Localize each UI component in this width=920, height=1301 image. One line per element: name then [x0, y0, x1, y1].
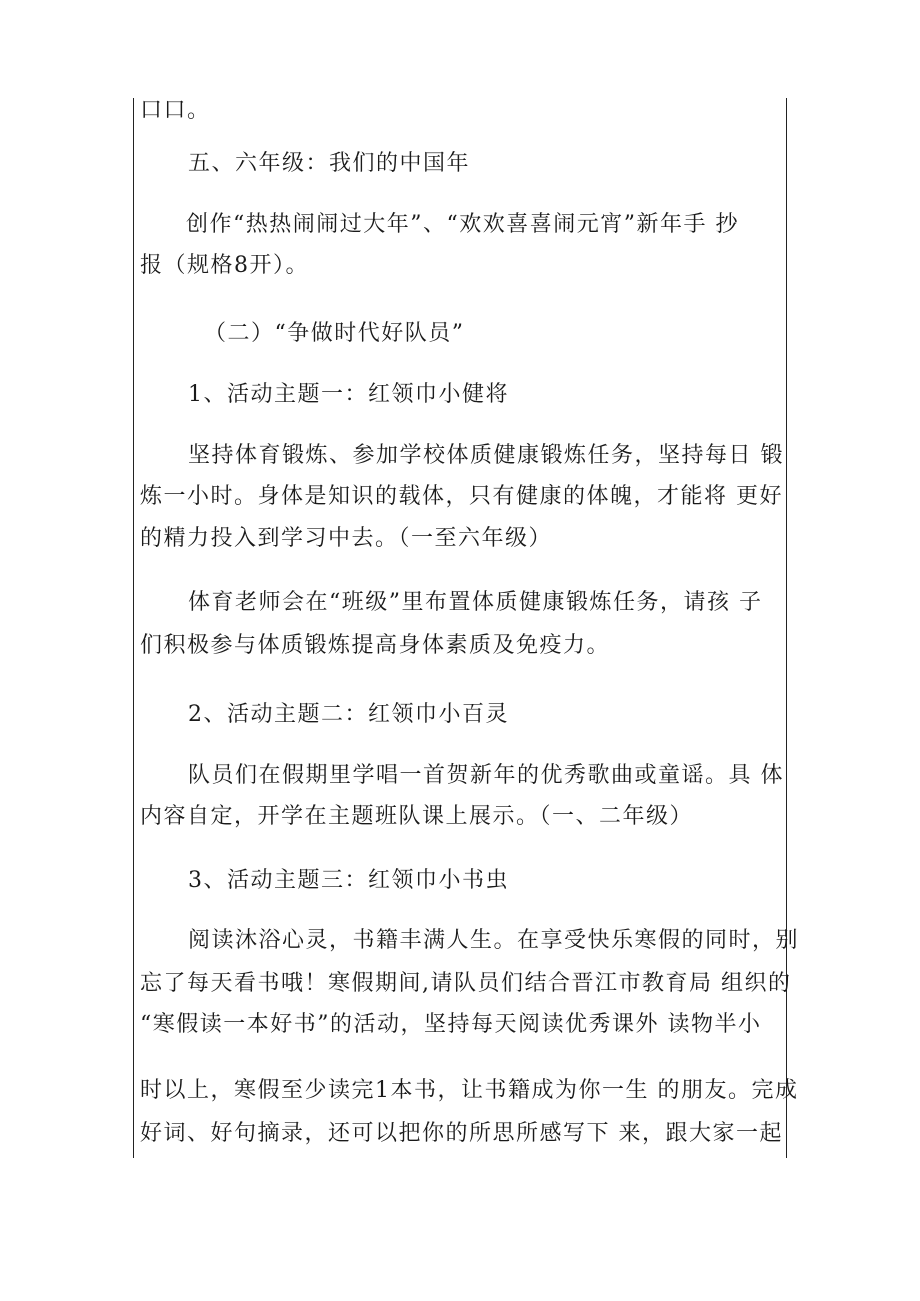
section-heading: 五、六年级：我们的中国年	[188, 151, 471, 176]
paragraph-line: 炼一小时。身体是知识的载体，只有健康的体魄，才能将 更好	[140, 484, 783, 509]
paragraph-line: 时以上，寒假至少读完1本书，让书籍成为你一生 的朋友。完成	[140, 1078, 799, 1103]
section-heading: （二）“争做时代好队员”	[204, 321, 465, 346]
paragraph-line: “寒假读一本好书”的活动，坚持每天阅读优秀课外 读物半小	[140, 1012, 762, 1037]
paragraph-line: 内容自定，开学在主题班队课上展示。（一、二年级）	[140, 804, 694, 829]
subsection-heading: 2、活动主题二：红领巾小百灵	[188, 702, 509, 727]
paragraph-line: 忘了每天看书哦！寒假期间,请队员们结合晋江市教育局 组织的	[140, 971, 792, 996]
paragraph-line: 的精力投入到学习中去。（一至六年级）	[140, 526, 553, 551]
paragraph-line: 坚持体育锻炼、参加学校体质健康锻炼任务，坚持每日 锻	[188, 443, 784, 468]
paragraph-line: 报（规格8开）。	[140, 253, 309, 278]
paragraph-line: 阅读沐浴心灵，书籍丰满人生。在享受快乐寒假的同时，别	[188, 928, 800, 953]
paragraph-line: 体育老师会在“班级”里布置体质健康锻炼任务，请孩 子	[188, 590, 763, 615]
paragraph-line: 创作“热热闹闹过大年”、“欢欢喜喜闹元宵”新年手 抄	[186, 212, 739, 237]
paragraph-line: 口口。	[140, 98, 211, 123]
subsection-heading: 1、活动主题一：红领巾小健将	[188, 382, 509, 407]
paragraph-line: 队员们在假期里学唱一首贺新年的优秀歌曲或童谣。具 体	[188, 763, 784, 788]
subsection-heading: 3、活动主题三：红领巾小书虫	[188, 868, 509, 893]
paragraph-line: 好词、好句摘录，还可以把你的所思所感写下 来，跟大家一起	[140, 1121, 783, 1146]
paragraph-line: 们积极参与体质锻炼提高身体素质及免疫力。	[140, 633, 611, 658]
